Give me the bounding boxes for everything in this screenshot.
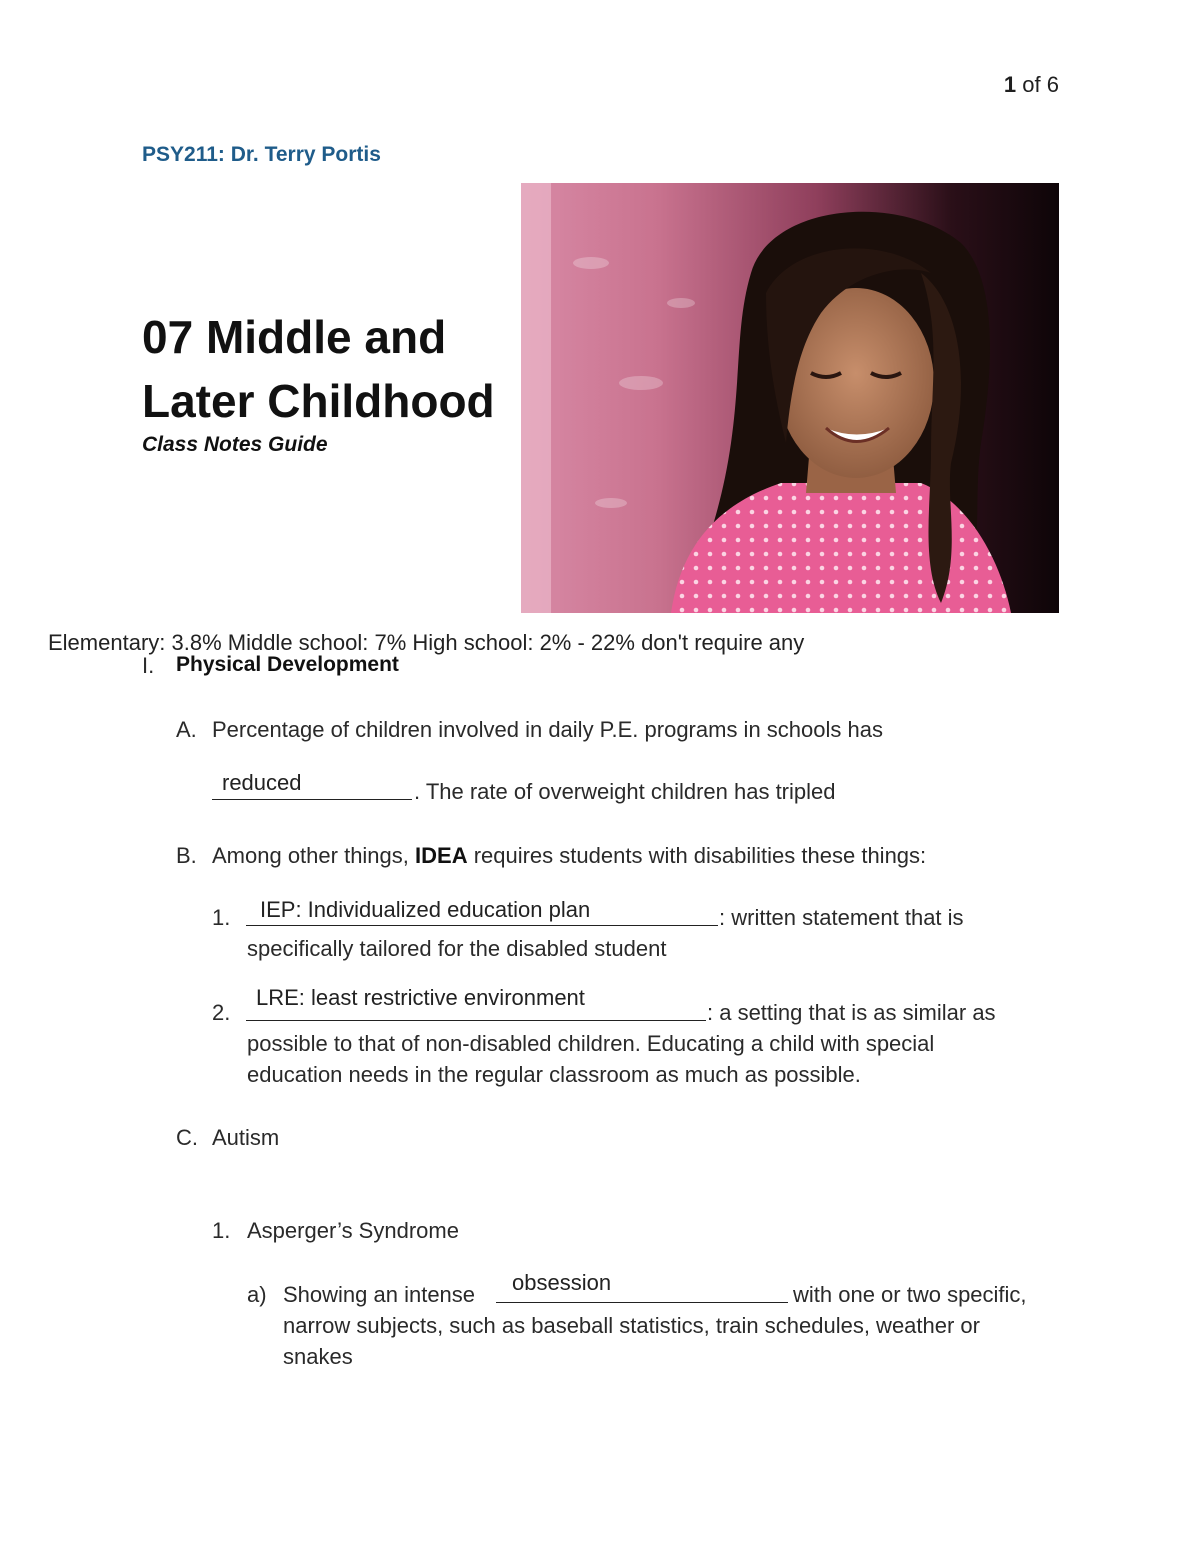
item-a-text: Percentage of children involved in daily P.E. programs in schools has (212, 717, 883, 742)
item-b1-text-1: : written statement that is (719, 905, 964, 930)
girl-portrait-photo (521, 183, 1059, 613)
course-line: PSY211: Dr. Terry Portis (142, 143, 381, 166)
item-ca-answer: obsession (512, 1270, 612, 1295)
item-b1-text-2: specifically tailored for the disabled student (247, 936, 667, 961)
page-of: of (1022, 72, 1041, 97)
annotation-pe-stats: Elementary: 3.8% Middle school: 7% High school: 2% - 22% don't require any (48, 630, 805, 655)
item-ca-text-2: narrow subjects, such as baseball statistics, train schedules, weather or (283, 1313, 980, 1338)
item-b2-answer: LRE: least restrictive environment (256, 985, 585, 1010)
item-b2-text-3: education needs in the regular classroom as much as possible. (247, 1062, 861, 1087)
item-c-marker: C. (176, 1125, 198, 1150)
item-c1-label: Asperger’s Syndrome (247, 1218, 459, 1243)
item-ca-text-after: with one or two specific, (793, 1282, 1027, 1307)
item-b2-text-1: : a setting that is as similar as (707, 1000, 996, 1025)
title-line-1: 07 Middle and (142, 311, 447, 363)
item-b2-blank (246, 1020, 706, 1021)
item-a-answer: reduced (222, 770, 302, 795)
item-ca-text-before: Showing an intense (283, 1282, 476, 1307)
item-ca-blank (496, 1302, 788, 1303)
item-b-marker: B. (176, 843, 197, 868)
page-total: 6 (1046, 72, 1059, 97)
idea-term: IDEA (415, 843, 468, 868)
item-a-marker: A. (176, 717, 197, 742)
item-b1-blank (246, 925, 718, 926)
title-line-2: Later Childhood (142, 375, 495, 427)
item-b2-marker: 2. (212, 1000, 231, 1025)
item-b2-text-2: possible to that of non-disabled children. Educating a child with special (247, 1031, 935, 1056)
item-b-text-before: Among other things, (212, 843, 416, 868)
section-i-heading: Physical Development (176, 653, 399, 676)
item-ca-marker: a) (247, 1282, 267, 1307)
item-ca-text-3: snakes (283, 1344, 353, 1369)
document-subtitle: Class Notes Guide (142, 433, 328, 456)
item-c1-marker: 1. (212, 1218, 231, 1243)
page-current: 1 (1003, 72, 1017, 97)
document-title (142, 305, 495, 433)
item-b1-marker: 1. (212, 905, 231, 930)
page-number (1004, 72, 1059, 98)
item-b-text-after: requires students with disabilities these things: (467, 843, 927, 868)
item-c-label: Autism (212, 1125, 280, 1150)
item-a-text-2: . The rate of overweight children has tripled (414, 779, 836, 804)
item-b-text (212, 843, 926, 869)
item-a-blank (212, 799, 412, 800)
item-b1-answer: IEP: Individualized education plan (260, 897, 591, 922)
section-i-marker: I. (142, 653, 155, 678)
